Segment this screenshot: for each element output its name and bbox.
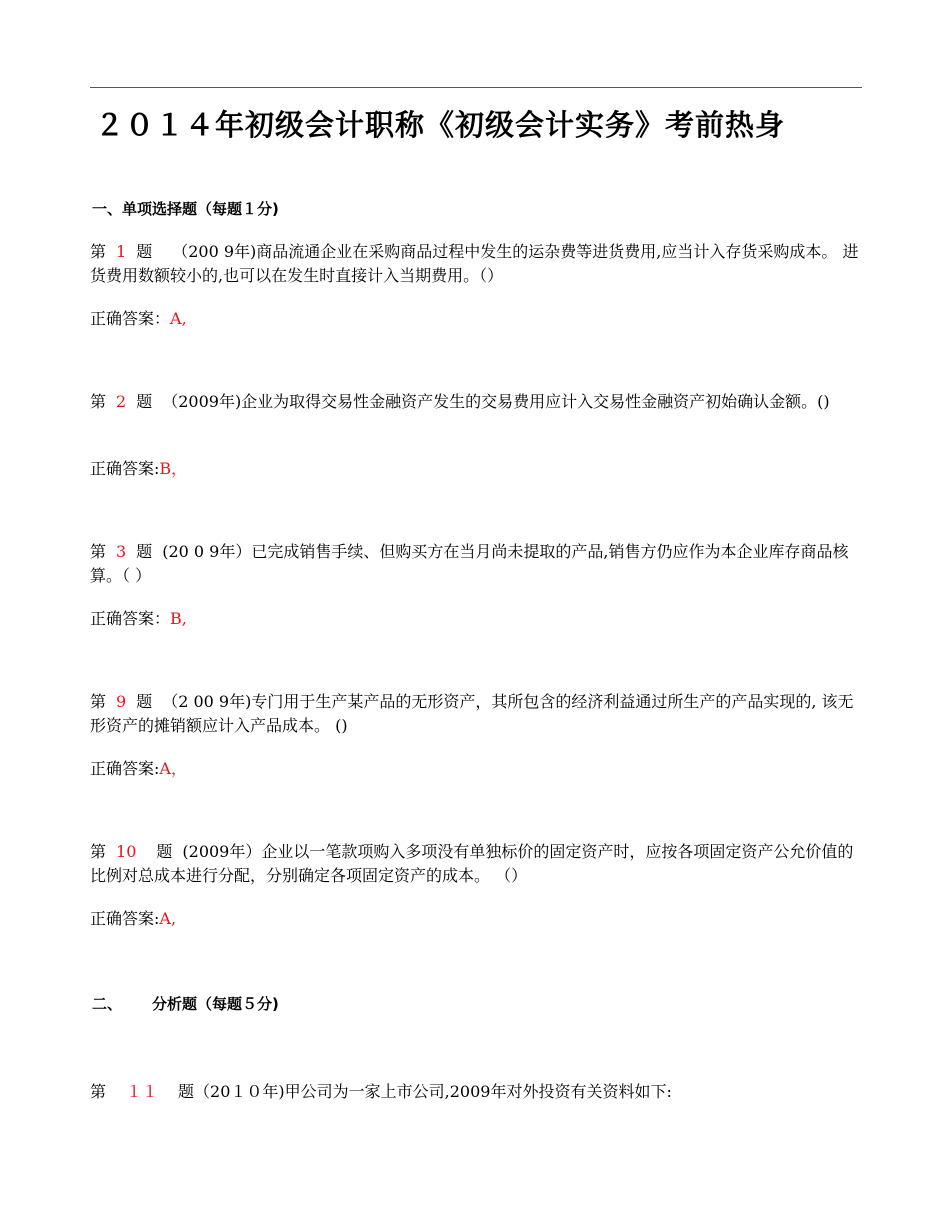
section-label: 分析题（每题５分) bbox=[152, 995, 279, 1013]
question-prefix: 第 bbox=[90, 1082, 107, 1101]
section-heading-single-choice: 一、单项选择题（每题１分) bbox=[92, 200, 279, 218]
answer-label: 正确答案: bbox=[90, 459, 160, 478]
answer-3 bbox=[90, 606, 187, 629]
header-rule bbox=[90, 87, 862, 88]
answer-value: A, bbox=[170, 309, 187, 328]
answer-1 bbox=[90, 306, 187, 329]
answer-value: A, bbox=[159, 909, 177, 928]
question-1 bbox=[90, 240, 860, 288]
question-prefix: 第 bbox=[90, 842, 107, 861]
question-text: (2009年）企业以一笔款项购入多项没有单独标价的固定资产时，应按各项固定资产公允价值的比例对总成本进行分配，分别确定各项固定资产的成本。 （） bbox=[90, 842, 854, 885]
question-suffix: 题 bbox=[136, 242, 153, 261]
answer-value: B， bbox=[159, 459, 188, 478]
question-number: 10 bbox=[116, 842, 137, 861]
question-suffix: 题 bbox=[178, 1082, 195, 1101]
question-prefix: 第 bbox=[90, 392, 107, 411]
question-text: （200 9年)商品流通企业在采购商品过程中发生的运杂费等进货费用,应当计入存货采购成本。 进货费用数额较小的,也可以在发生时直接计入当期费用。（） bbox=[90, 242, 859, 285]
question-11 bbox=[90, 1080, 860, 1104]
answer-label: 正确答案： bbox=[90, 609, 171, 628]
question-text: (20 0 9年）已完成销售手续、但购买方在当月尚未提取的产品,销售方仍应作为本企业库存商品核算。（ ） bbox=[90, 542, 849, 585]
question-number: 3 bbox=[116, 542, 127, 561]
question-text: （2009年)企业为取得交易性金融资产发生的交易费用应计入交易性金融资产初始确认金额。() bbox=[162, 392, 830, 411]
answer-value: B, bbox=[170, 609, 187, 628]
question-prefix: 第 bbox=[90, 692, 107, 711]
answer-2 bbox=[90, 456, 187, 479]
question-2 bbox=[90, 390, 860, 414]
question-10 bbox=[90, 840, 860, 888]
question-prefix: 第 bbox=[90, 242, 107, 261]
section-number: 二、 bbox=[92, 995, 123, 1013]
answer-value: A， bbox=[159, 759, 187, 778]
question-prefix: 第 bbox=[90, 542, 107, 561]
question-suffix: 题 bbox=[156, 842, 173, 861]
answer-label: 正确答案： bbox=[90, 309, 171, 328]
document-title: ２０１４年初级会计职称《初级会计实务》考前热身 bbox=[95, 108, 786, 142]
answer-10 bbox=[90, 906, 176, 929]
answer-9 bbox=[90, 756, 187, 779]
question-number: 9 bbox=[116, 692, 127, 711]
answer-label: 正确答案: bbox=[90, 909, 160, 928]
question-9 bbox=[90, 690, 860, 738]
question-text: （20１０年)甲公司为一家上市公司,2009年对外投资有关资料如下: bbox=[194, 1082, 672, 1101]
question-text: （2 00 9年)专门用于生产某产品的无形资产，其所包含的经济利益通过所生产的产品实现的, 该无形资产的摊销额应计入产品成本。 () bbox=[90, 692, 854, 735]
question-suffix: 题 bbox=[136, 542, 153, 561]
question-number: 2 bbox=[116, 392, 127, 411]
question-suffix: 题 bbox=[136, 692, 153, 711]
question-suffix: 题 bbox=[136, 392, 153, 411]
question-3 bbox=[90, 540, 860, 588]
section-heading-analysis bbox=[92, 993, 279, 1014]
answer-label: 正确答案: bbox=[90, 759, 160, 778]
question-number: 1 bbox=[116, 242, 127, 261]
question-number: １１ bbox=[126, 1082, 159, 1101]
